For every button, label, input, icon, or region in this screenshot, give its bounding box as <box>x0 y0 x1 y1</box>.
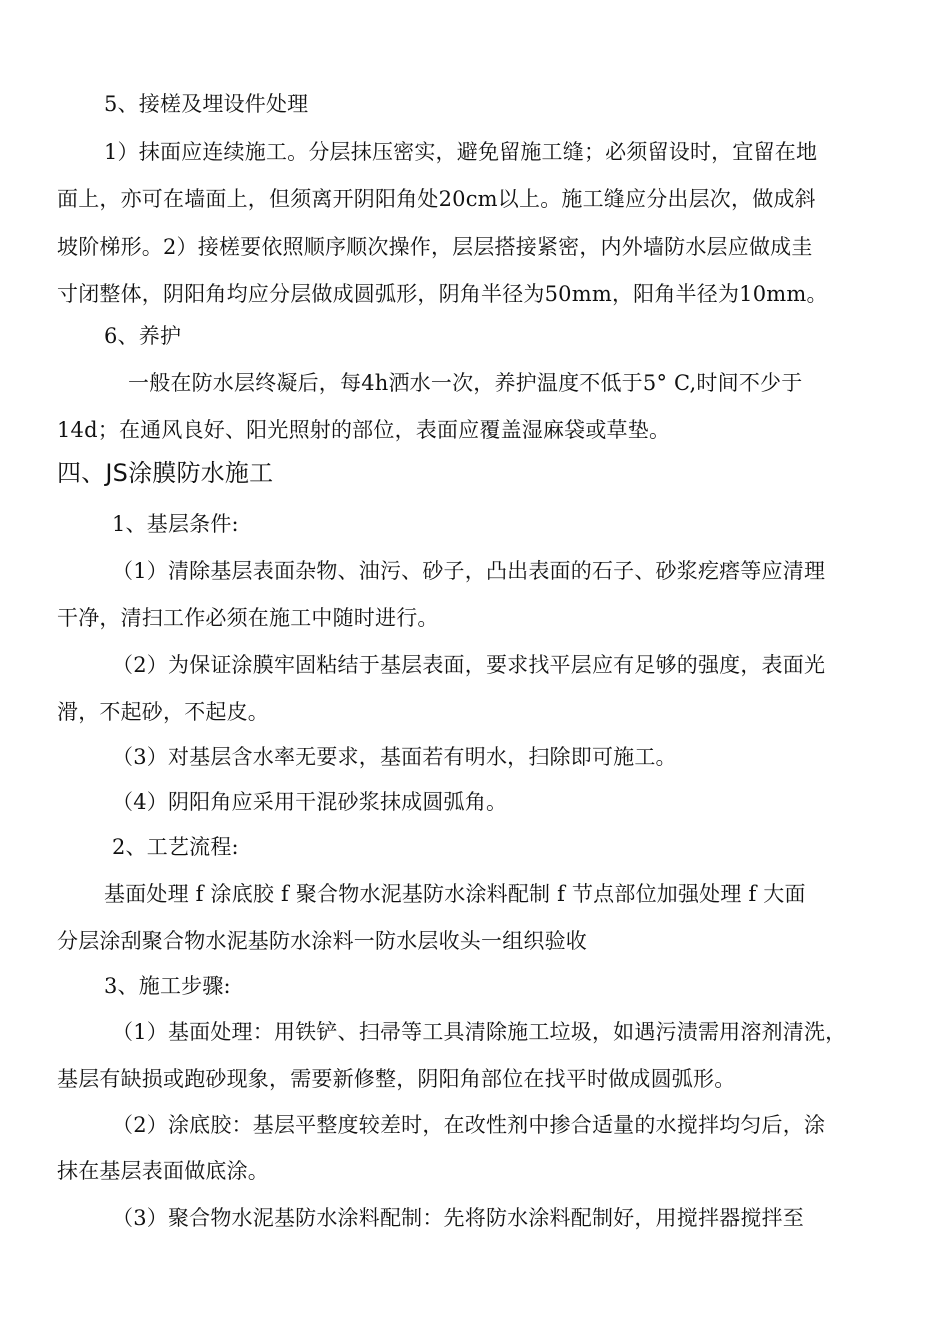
chapter-4-heading: 四、JS涂膜防水施工 <box>57 459 274 487</box>
list-item: （4）阴阳角应采用干混砂浆抹成圆弧角。 <box>112 790 508 814</box>
subsection-title: 3、施工步骤: <box>104 974 231 998</box>
paragraph-line: 坡阶梯形。2）接槎要依照顺序顺次操作，层层搭接紧密，内外墙防水层应做成圭 <box>57 235 813 259</box>
list-item: （1）清除基层表面杂物、油污、砂子，凸出表面的石子、砂浆疙瘩等应清理 <box>112 559 826 583</box>
list-item: （2）为保证涂膜牢固粘结于基层表面，要求找平层应有足够的强度，表面光 <box>112 653 826 677</box>
list-item-continuation: 基层有缺损或跑砂现象，需要新修整，阴阳角部位在找平时做成圆弧形。 <box>57 1067 736 1091</box>
paragraph-line: 分层涂刮聚合物水泥基防水涂料一防水层收头一组织验收 <box>57 929 587 953</box>
paragraph-line: 1）抹面应连续施工。分层抹压密实，避免留施工缝；必须留设时，宜留在地 <box>104 140 818 164</box>
paragraph-line: 面上，亦可在墙面上，但须离开阴阳角处20cm以上。施工缝应分出层次，做成斜 <box>57 187 816 211</box>
section-6-title: 6、养护 <box>104 324 182 348</box>
paragraph-line: 14d；在通风良好、阳光照射的部位，表面应覆盖湿麻袋或草垫。 <box>57 418 671 442</box>
paragraph-line: 寸闭整体，阴阳角均应分层做成圆弧形，阴角半径为50mm，阳角半径为10mm。 <box>57 282 828 306</box>
list-item: （2）涂底胶：基层平整度较差时，在改性剂中掺合适量的水搅拌均匀后，涂 <box>112 1113 826 1137</box>
subsection-title: 1、基层条件: <box>112 512 239 536</box>
paragraph-line: 一般在防水层终凝后，每4h洒水一次，养护温度不低于5° C,时间不少于 <box>128 371 803 395</box>
paragraph-line: 基面处理 f 涂底胶 f 聚合物水泥基防水涂料配制 f 节点部位加强处理 f 大面 <box>104 882 806 906</box>
section-5-title: 5、接槎及埋设件处理 <box>104 92 309 116</box>
list-item-continuation: 滑，不起砂，不起皮。 <box>57 700 269 724</box>
list-item: （1）基面处理：用铁铲、扫帚等工具清除施工垃圾，如遇污渍需用溶剂清洗， <box>112 1020 847 1044</box>
list-item: （3）对基层含水率无要求，基面若有明水，扫除即可施工。 <box>112 745 677 769</box>
list-item: （3）聚合物水泥基防水涂料配制：先将防水涂料配制好，用搅拌器搅拌至 <box>112 1206 804 1230</box>
list-item-continuation: 干净，清扫工作必须在施工中随时进行。 <box>57 606 439 630</box>
subsection-title: 2、工艺流程: <box>112 835 239 859</box>
list-item-continuation: 抹在基层表面做底涂。 <box>57 1159 269 1183</box>
